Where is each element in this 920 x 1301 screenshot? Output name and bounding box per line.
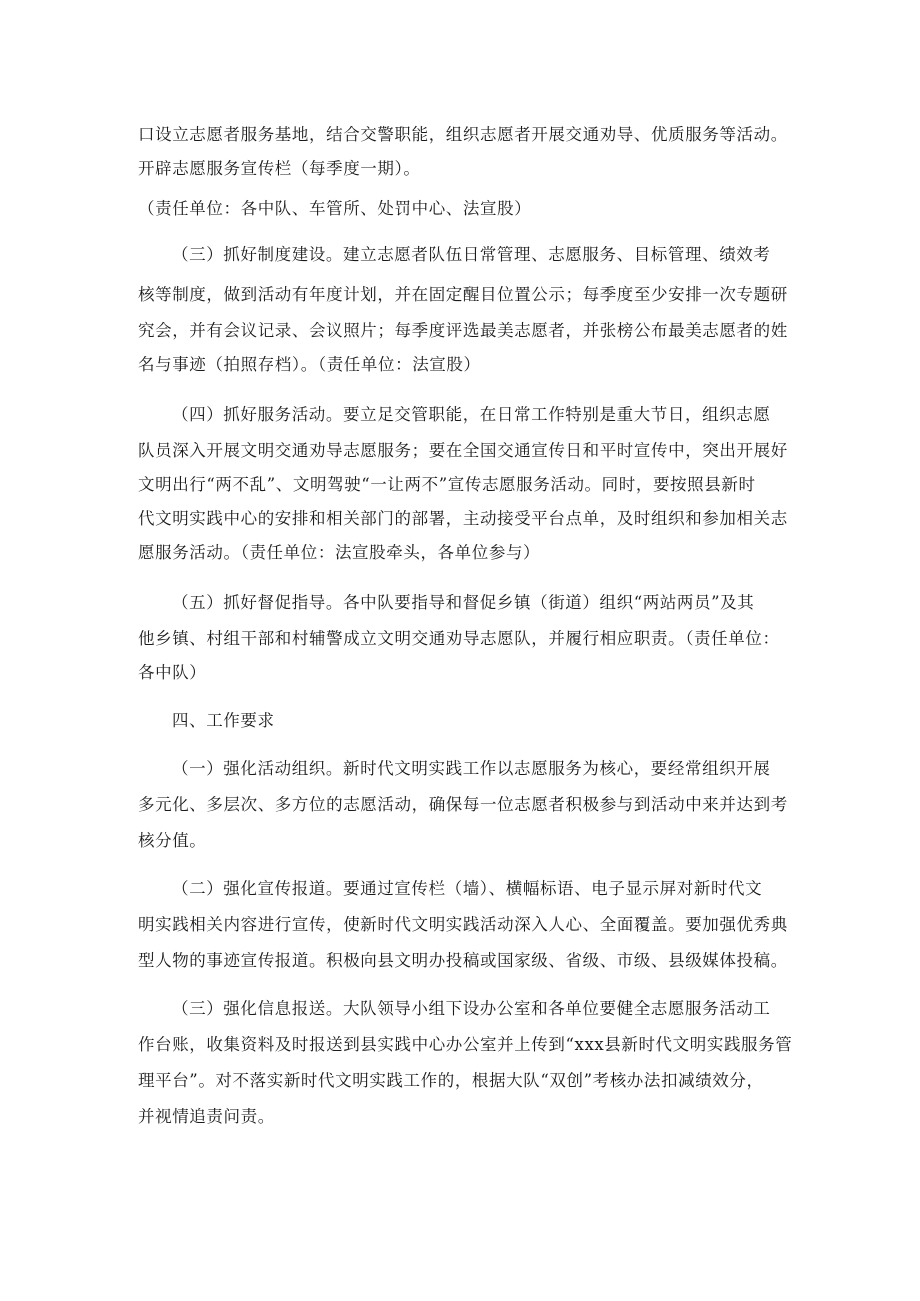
text-line: 代文明实践中心的安排和相关部门的部署，主动接受平台点单，及时组织和参加相关志	[138, 509, 788, 528]
text-line: 他乡镇、村组干部和村辅警成立文明交通劝导志愿队，并履行相应职责。（责任单位：	[138, 629, 780, 648]
text-line: 作台账，收集资料及时报送到县实践中心办公室并上传到“xxx县新时代文明实践服务管	[138, 1035, 793, 1054]
text-line: 核分值。	[138, 831, 207, 850]
text-line: 核等制度，做到活动有年度计划，并在固定醒目位置公示；每季度至少安排一次专题研	[138, 285, 788, 304]
paragraph-heading-3: （三）抓好制度建设。建立志愿者队伍日常管理、志愿服务、目标管理、绩效考	[172, 245, 771, 264]
paragraph-heading-4: （四）抓好服务活动。要立足交管职能，在日常工作特别是重大节日，组织志愿	[172, 405, 771, 424]
text-line: 文明出行“两不乱”、文明驾驶“一让两不”宣传志愿服务活动。同时，要按照县新时	[138, 475, 756, 494]
text-line: （责任单位：各中队、车管所、处罚中心、法宣股）	[138, 199, 532, 218]
text-line: 愿服务活动。（责任单位：法宣股牵头，各单位参与）	[138, 543, 541, 562]
text-line: 明实践相关内容进行宣传，使新时代文明实践活动深入人心、全面覆盖。要加强优秀典	[138, 915, 788, 934]
text-line: 名与事迹（拍照存档）。（责任单位：法宣股）	[138, 355, 481, 374]
text-line: 型人物的事迹宣传报道。积极向县文明办投稿或国家级、省级、市级、县级媒体投稿。	[138, 951, 788, 970]
text-line: 各中队）	[138, 663, 207, 682]
paragraph-heading-3b: （三）强化信息报送。大队领导小组下设办公室和各单位要健全志愿服务活动工	[172, 999, 771, 1018]
text-line: 并视情追责问责。	[138, 1107, 275, 1126]
paragraph-heading-5: （五）抓好督促指导。各中队要指导和督促乡镇（街道）组织“两站两员”及其	[172, 593, 755, 612]
text-line: 队员深入开展文明交通劝导志愿服务；要在全国交通宣传日和平时宣传中，突出开展好	[138, 441, 788, 460]
paragraph-heading-1: （一）强化活动组织。新时代文明实践工作以志愿服务为核心，要经常组织开展	[172, 759, 771, 778]
text-line: 口设立志愿者服务基地，结合交警职能，组织志愿者开展交通劝导、优质服务等活动。	[138, 125, 788, 144]
section-heading: 四、工作要求	[172, 711, 275, 730]
text-line: 多元化、多层次、多方位的志愿活动，确保每一位志愿者积极参与到活动中来并达到考	[138, 795, 788, 814]
text-line: 开辟志愿服务宣传栏（每季度一期）。	[138, 159, 421, 178]
text-line: 究会，并有会议记录、会议照片；每季度评选最美志愿者，并张榜公布最美志愿者的姓	[138, 321, 788, 340]
paragraph-heading-2: （二）强化宣传报道。要通过宣传栏（墙）、横幅标语、电子显示屏对新时代文	[172, 879, 763, 898]
text-line: 理平台”。对不落实新时代文明实践工作的，根据大队“双创”考核办法扣减绩效分，	[138, 1071, 764, 1090]
